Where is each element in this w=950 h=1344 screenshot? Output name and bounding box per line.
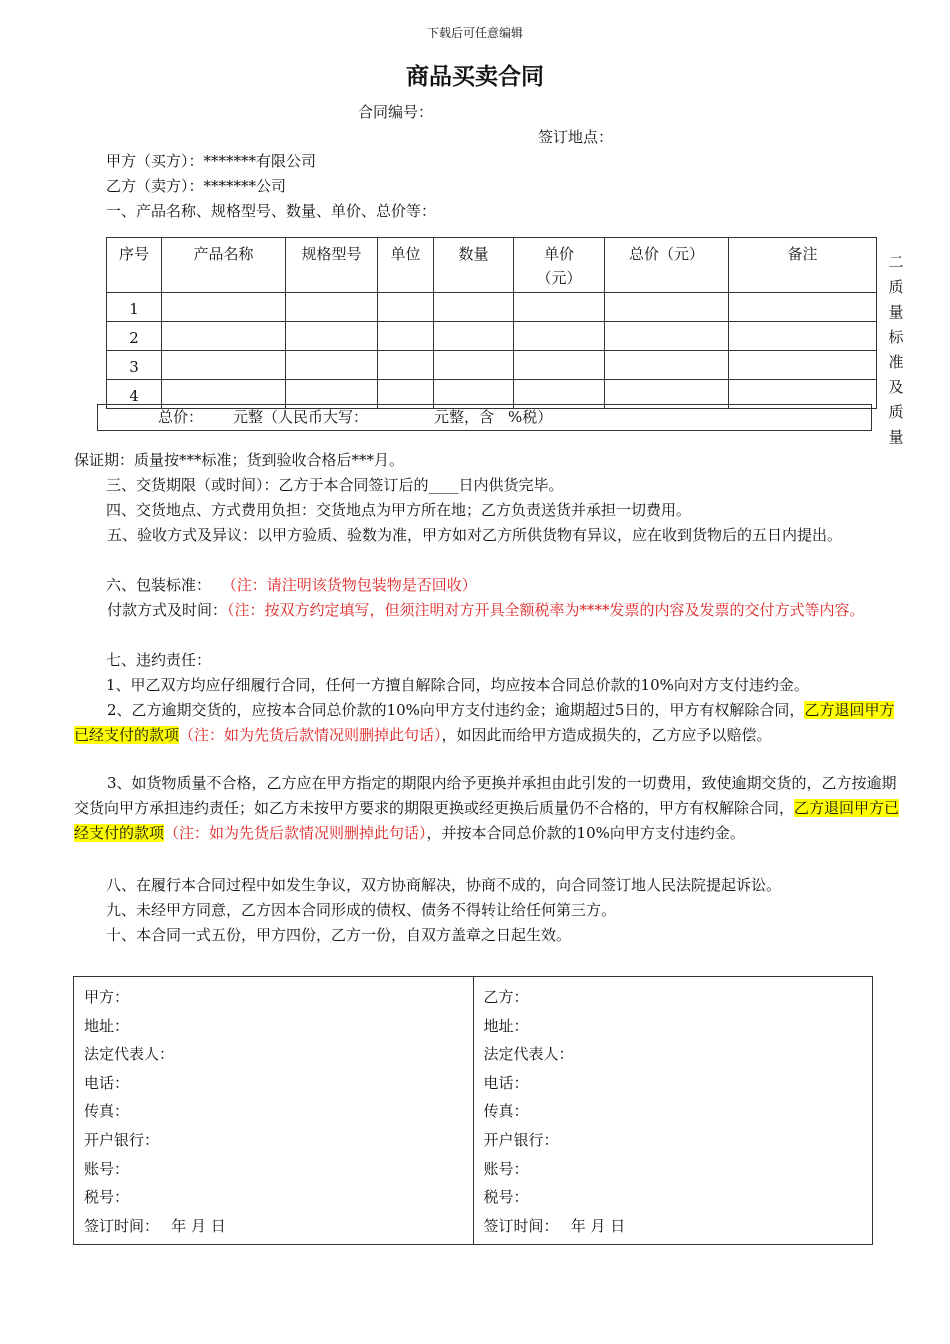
table-cell[interactable] <box>434 322 514 351</box>
party-a-field[interactable]: 甲方： <box>84 988 130 1006</box>
header-cell: 规格型号 <box>286 238 378 293</box>
table-cell[interactable] <box>729 293 877 322</box>
header-cell-subtext: （元） <box>536 269 582 287</box>
section9-transfer: 九、未经甲方同意，乙方因本合同形成的债权、债务不得转让给任何第三方。 <box>106 901 617 919</box>
contract-title: 商品买卖合同 <box>406 64 544 90</box>
table-cell[interactable] <box>514 293 605 322</box>
header-cell: 单位 <box>378 238 434 293</box>
party-a-field[interactable]: 账号： <box>84 1159 130 1178</box>
section8-dispute: 八、在履行本合同过程中如发生争议，双方协商解决，协商不成的，向合同签订地人民法院提起诉讼。 <box>106 876 782 894</box>
header-cell: 产品名称 <box>162 238 286 293</box>
table-cell[interactable] <box>729 351 877 380</box>
row-number: 1 <box>107 293 162 322</box>
table-cell[interactable] <box>378 293 434 322</box>
party-a-field[interactable]: 签订时间： 年 月 日 <box>84 1216 226 1235</box>
breach-clause-1: 1、甲乙双方均应仔细履行合同，任何一方擅自解除合同，均应按本合同总价款的10%向对方支付违约金。 <box>106 676 809 694</box>
header-cell-text: 单价 <box>543 245 574 263</box>
breach3-text: 3、如货物质量不合格，乙方应在甲方指定的期限内给予更换并承担由此引发的一切费用，致使逾期交货的，乙方按逾期交货向甲方承担违约责任；如乙方未按甲方要求的期限更换或经更换后质量仍不合格的，甲方有权解除合同， <box>74 774 897 817</box>
header-cell: 备注 <box>729 238 877 293</box>
party-a-signature-block <box>74 977 474 1245</box>
section1-heading: 一、产品名称、规格型号、数量、单价、总价等： <box>106 202 437 220</box>
vertical-char: 二 <box>888 253 904 271</box>
party-a-field[interactable]: 开户银行： <box>84 1130 160 1149</box>
total-label: 总价： <box>158 408 204 426</box>
table-cell[interactable] <box>378 351 434 380</box>
section3-delivery-time: 三、交货期限（或时间）：乙方于本合同签订后的____日内供货完毕。 <box>106 476 564 494</box>
table-row <box>107 351 877 380</box>
table-cell[interactable] <box>605 351 729 380</box>
total-yuan-text: 元整（人民币大写： <box>233 408 369 426</box>
table-cell[interactable] <box>514 322 605 351</box>
vertical-char: 准 <box>888 353 904 371</box>
party-a-line: 甲方（买方）：*******有限公司 <box>106 152 317 170</box>
section5-acceptance: 五、验收方式及异议：以甲方验质、验数为准，甲方如对乙方所供货物有异议，应在收到货物后的五日内提出。 <box>107 526 843 544</box>
vertical-char: 标 <box>888 328 904 346</box>
section6-label: 六、包装标准： <box>106 576 212 594</box>
party-a-field[interactable]: 地址： <box>84 1016 130 1035</box>
party-b-field[interactable]: 开户银行： <box>483 1130 559 1149</box>
table-cell[interactable] <box>434 293 514 322</box>
breach3-note: （注：如为先货后款情况则删掉此句话） <box>164 824 427 842</box>
warranty-line: 保证期：质量按***标准；货到验收合格后***月。 <box>74 451 405 469</box>
party-b-field[interactable]: 乙方： <box>483 988 529 1006</box>
table-cell[interactable] <box>605 293 729 322</box>
section6-note: （注：请注明该货物包装物是否回收） <box>221 576 477 594</box>
table-cell[interactable] <box>162 322 286 351</box>
payment-note: （注：按双方约定填写，但须注明对方开具全额税率为****发票的内容及发票的交付方式等内容。 <box>227 601 865 619</box>
table-cell[interactable] <box>729 322 877 351</box>
table-cell[interactable] <box>286 293 378 322</box>
party-a-field[interactable]: 电话： <box>84 1073 130 1092</box>
table-cell[interactable] <box>162 293 286 322</box>
vertical-char: 质 <box>888 403 904 421</box>
row-number: 3 <box>107 351 162 380</box>
vertical-char: 质 <box>888 278 904 296</box>
party-a-field[interactable]: 传真： <box>84 1102 130 1121</box>
contract-number-label: 合同编号： <box>358 103 434 121</box>
party-b-signature-block <box>473 977 873 1245</box>
breach2-note: （注：如为先货后款情况则删掉此句话） <box>179 726 442 744</box>
breach3-highlight: 乙方退回甲方已经支付的款项 <box>74 799 900 842</box>
party-a-field[interactable]: 税号： <box>84 1188 130 1207</box>
breach-clause-3 <box>74 771 906 846</box>
row-number: 4 <box>107 380 162 409</box>
section10-copies: 十、本合同一式五份，甲方四份，乙方一份，自双方盖章之日起生效。 <box>106 926 572 944</box>
header-cell: 序号 <box>107 238 162 293</box>
header-note: 下载后可任意编辑 <box>426 26 523 40</box>
row-number: 2 <box>107 322 162 351</box>
party-b-line: 乙方（卖方）：*******公司 <box>106 177 287 195</box>
party-b-field[interactable]: 地址： <box>483 1016 529 1035</box>
breach2-highlight: 乙方退回甲方已经支付的款项 <box>74 701 895 744</box>
section7-heading: 七、违约责任： <box>106 651 212 669</box>
vertical-char: 及 <box>888 378 904 396</box>
breach-clause-2 <box>74 698 906 748</box>
total-yuan-text-2: 元整，含 <box>434 408 495 426</box>
table-header-row <box>107 238 877 293</box>
signature-table <box>73 976 873 1245</box>
party-b-field[interactable]: 传真： <box>483 1102 529 1121</box>
payment-label: 付款方式及时间： <box>107 601 228 619</box>
breach3-text-end: ，并按本合同总价款的10%向甲方支付违约金。 <box>426 824 745 842</box>
breach2-text-end: ，如因此而给甲方造成损失的，乙方应予以赔偿。 <box>441 726 772 744</box>
breach2-text: 2、乙方逾期交货的，应按本合同总价款的10%向甲方支付违约金；逾期超过5日的，甲方有权解除合同， <box>107 701 805 719</box>
table-cell[interactable] <box>286 322 378 351</box>
party-b-field[interactable]: 签订时间： 年 月 日 <box>483 1216 626 1235</box>
header-cell: 总价（元） <box>605 238 729 293</box>
party-b-field[interactable]: 法定代表人： <box>483 1045 574 1064</box>
header-cell-unit-price <box>514 238 605 293</box>
payment-terms <box>74 598 906 623</box>
total-price-row <box>97 404 872 431</box>
party-b-field[interactable]: 账号： <box>483 1159 529 1178</box>
total-tax-text: %税） <box>508 408 553 426</box>
product-table <box>106 237 877 409</box>
table-cell[interactable] <box>605 322 729 351</box>
vertical-section2-text <box>888 250 904 450</box>
table-cell[interactable] <box>378 322 434 351</box>
party-a-field[interactable]: 法定代表人： <box>84 1045 175 1064</box>
table-cell[interactable] <box>286 351 378 380</box>
table-cell[interactable] <box>514 351 605 380</box>
table-cell[interactable] <box>162 351 286 380</box>
vertical-char: 量 <box>888 303 904 321</box>
table-cell[interactable] <box>434 351 514 380</box>
party-b-field[interactable]: 电话： <box>483 1073 529 1092</box>
party-b-field[interactable]: 税号： <box>483 1188 529 1207</box>
vertical-char: 量 <box>888 428 904 446</box>
section4-delivery-place: 四、交货地点、方式费用负担：交货地点为甲方所在地；乙方负责送货并承担一切费用。 <box>106 501 692 519</box>
header-cell: 数量 <box>434 238 514 293</box>
table-row <box>107 293 877 322</box>
section6-packaging <box>106 573 477 598</box>
table-row <box>107 322 877 351</box>
sign-place-label: 签订地点： <box>538 128 614 146</box>
